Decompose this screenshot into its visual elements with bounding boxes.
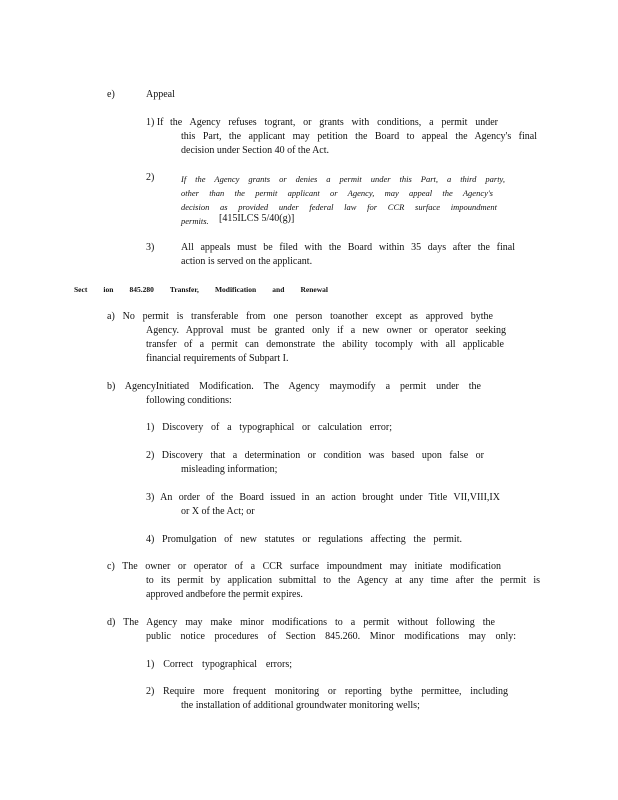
paragraph-e1-number: 1) If <box>146 117 164 128</box>
paragraph-e3-line: All appeals must be filed with the Board within 35 days after the final <box>181 242 515 253</box>
paragraph-e3-line: action is served on the applicant. <box>181 256 313 267</box>
paragraph-c-line: approved andbefore the permit expires. <box>146 589 303 600</box>
statute-citation: [415ILCS 5/40(g)] <box>219 213 295 224</box>
paragraph-c-line: c) The owner or operator of a CCR surface impoundment may initiate modification <box>107 561 501 572</box>
paragraph-d-item-1: 1) Correct typographical errors; <box>146 659 292 670</box>
paragraph-d-line: d) The Agency may make minor modifications to a permit without following the <box>107 617 495 628</box>
paragraph-b-item-3: or X of the Act; or <box>181 506 255 517</box>
paragraph-d-item-2: 2) Require more frequent monitoring or reporting bythe permittee, including <box>146 686 508 697</box>
section-heading: Sect ion 845.280 Transfer, Modification and Renewal <box>74 285 328 294</box>
paragraph-c-line: to its permit by application submittal to the Agency at any time after the permit is <box>146 575 540 586</box>
paragraph-e2-line: permits. <box>181 216 209 226</box>
paragraph-e1-line: the Agency refuses togrant, or grants with conditions, a permit under <box>170 117 498 128</box>
paragraph-d-item-2: the installation of additional groundwater monitoring wells; <box>181 700 420 711</box>
paragraph-e3-number: 3) <box>146 242 155 253</box>
subsection-label-e: e) <box>107 89 115 100</box>
paragraph-b-line: following conditions: <box>146 395 232 406</box>
paragraph-e1-line: decision under Section 40 of the Act. <box>181 145 330 156</box>
paragraph-a-line: Agency. Approval must be granted only if a new owner or operator seeking <box>146 325 506 336</box>
paragraph-a-line: a) No permit is transferable from one person toanother except as approved bythe <box>107 311 493 322</box>
paragraph-b-item-4: 4) Promulgation of new statutes or regulations affecting the permit. <box>146 534 462 545</box>
paragraph-b-item-1: 1) Discovery of a typographical or calculation error; <box>146 422 392 433</box>
subsection-title-appeal: Appeal <box>146 89 175 100</box>
paragraph-e2-line: If the Agency grants or denies a permit under this Part, a third party, <box>181 174 505 184</box>
paragraph-e2-line: other than the permit applicant or Agency, may appeal the Agency's <box>181 188 493 198</box>
paragraph-e1-line: this Part, the applicant may petition the Board to appeal the Agency's final <box>181 131 537 142</box>
paragraph-b-item-3: 3) An order of the Board issued in an action brought under Title VII,VIII,IX <box>146 492 500 503</box>
paragraph-e2-line: decision as provided under federal law for CCR surface impoundment <box>181 202 497 212</box>
paragraph-e2-number: 2) <box>146 172 155 183</box>
paragraph-b-item-2: 2) Discovery that a determination or condition was based upon false or <box>146 450 484 461</box>
paragraph-b-line: b) AgencyInitiated Modification. The Agency maymodify a permit under the <box>107 381 481 392</box>
paragraph-a-line: financial requirements of Subpart I. <box>146 353 289 364</box>
paragraph-d-line: public notice procedures of Section 845.260. Minor modifications may only: <box>146 631 516 642</box>
paragraph-b-item-2: misleading information; <box>181 464 278 475</box>
paragraph-a-line: transfer of a permit can demonstrate the ability tocomply with all applicable <box>146 339 504 350</box>
